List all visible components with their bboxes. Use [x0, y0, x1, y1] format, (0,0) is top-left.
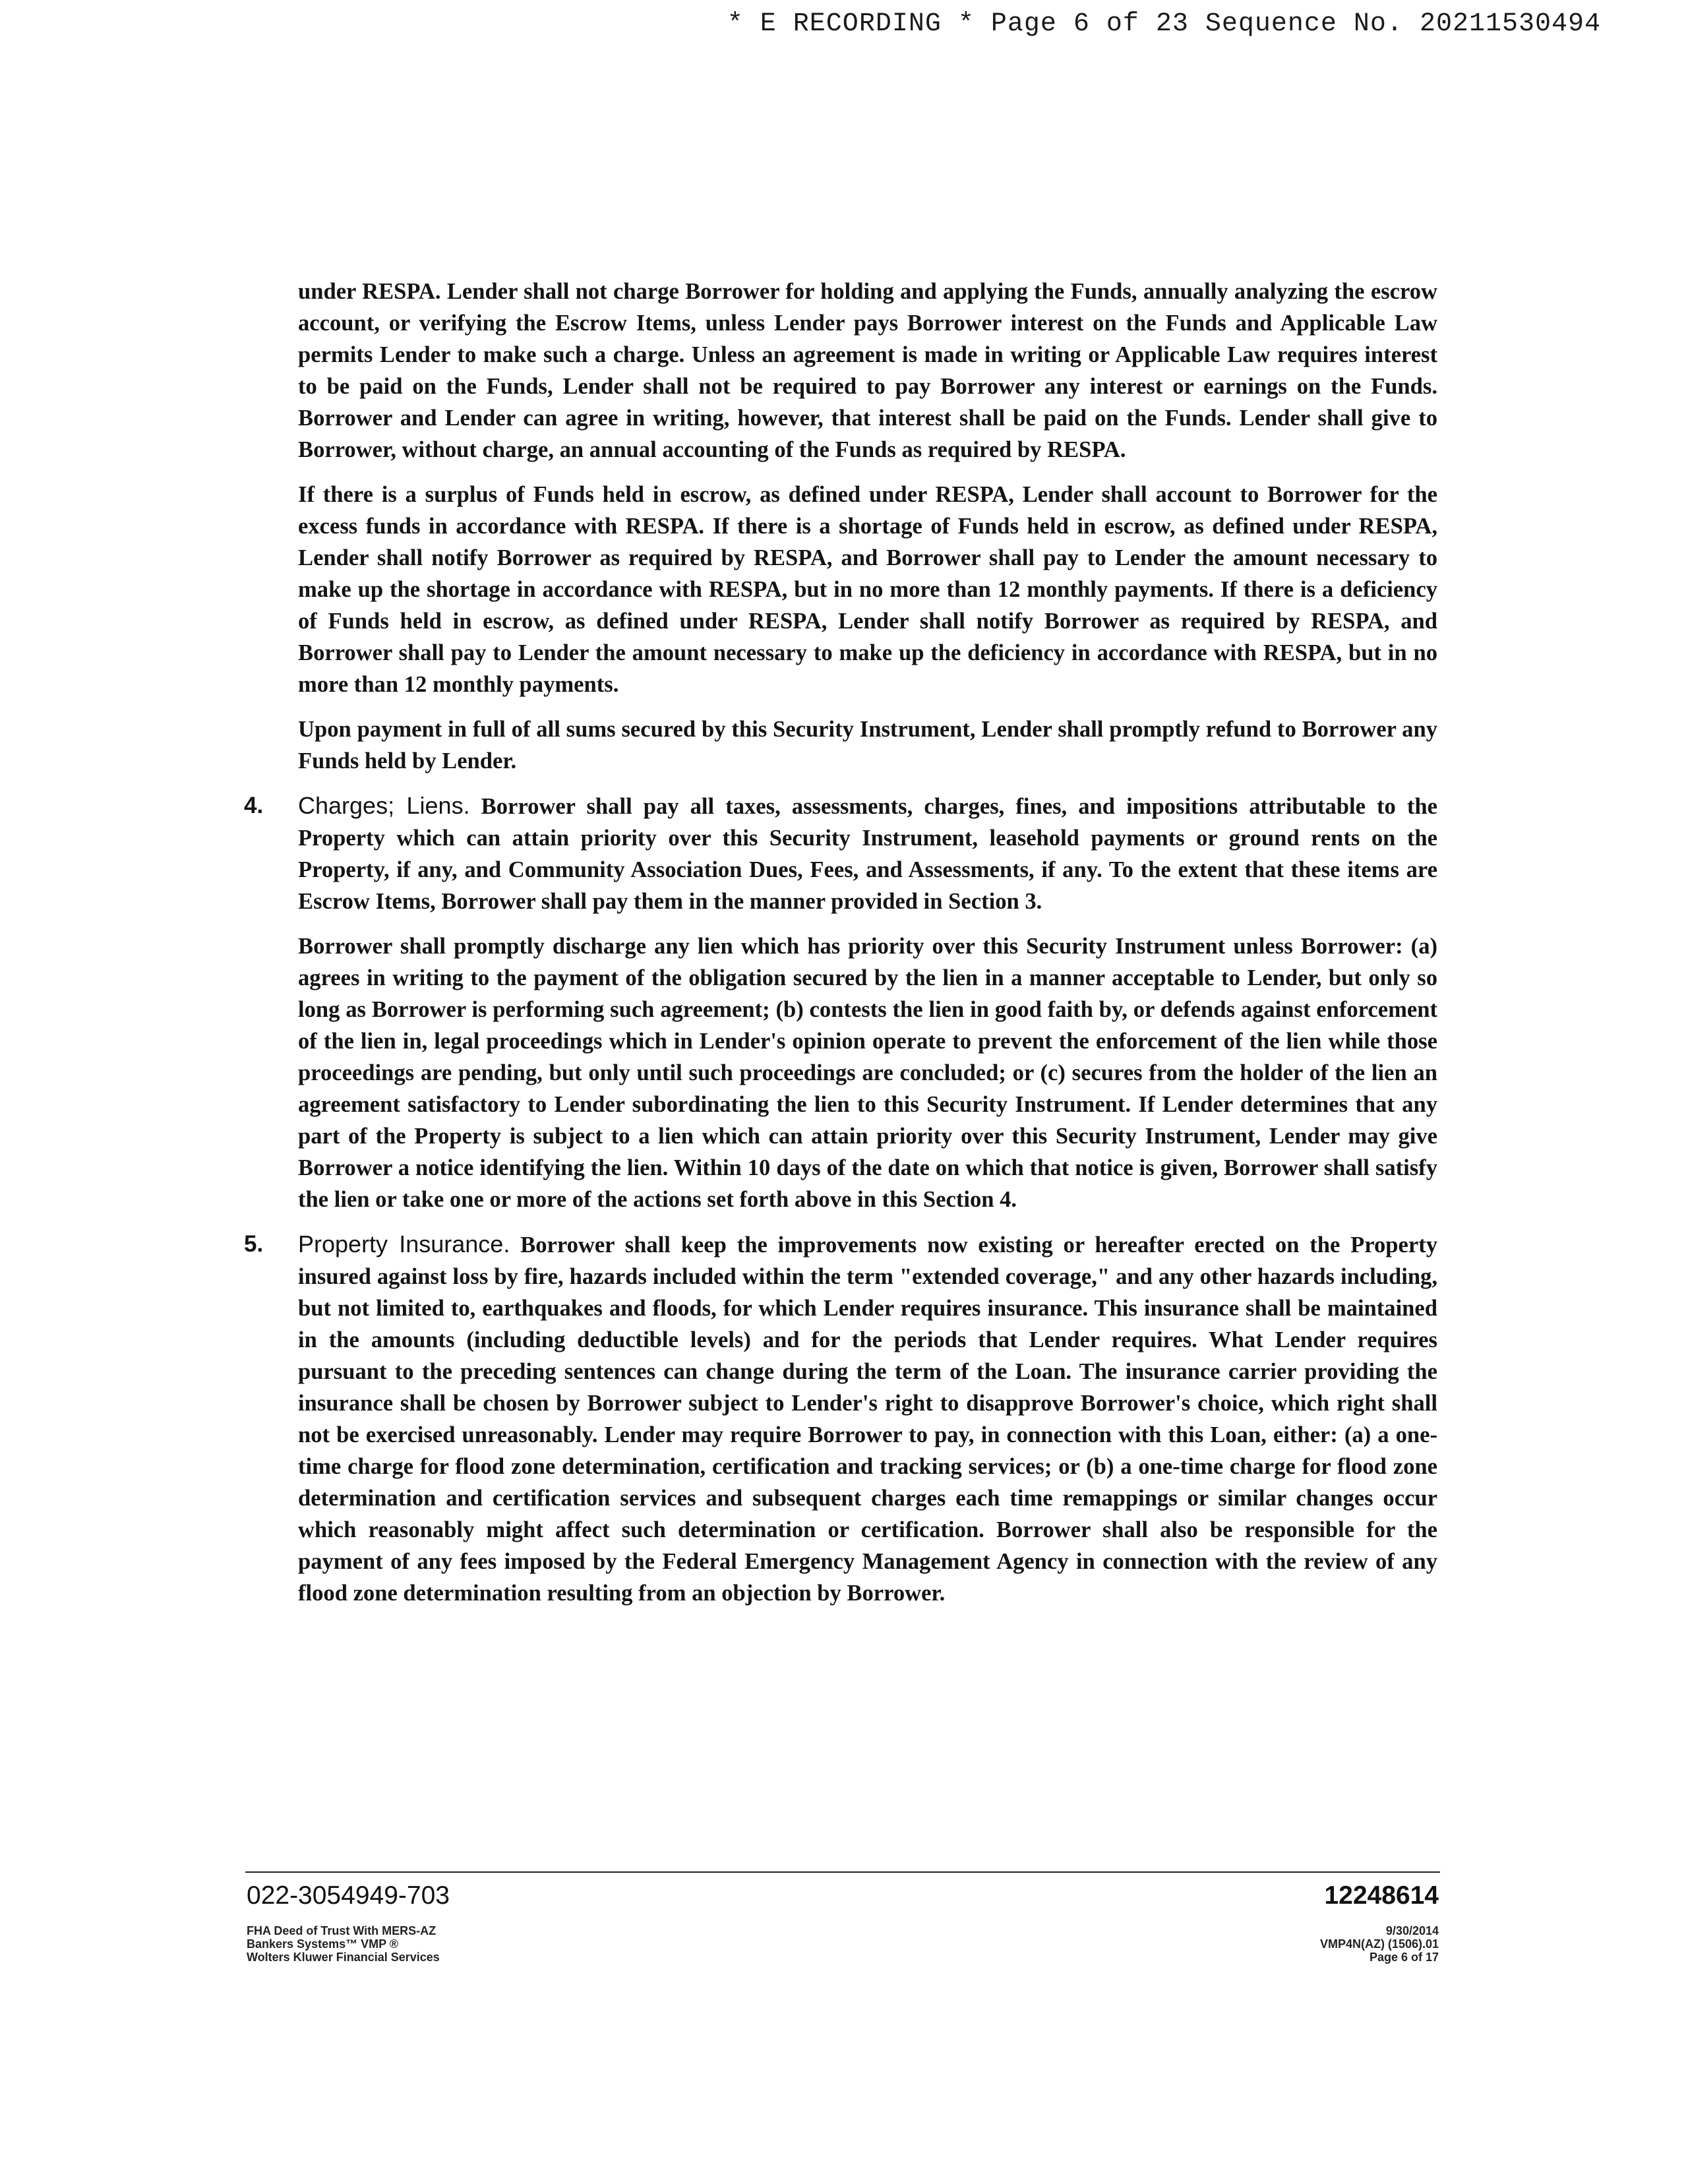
form-company: Wolters Kluwer Financial Services	[247, 1951, 440, 1964]
form-title: FHA Deed of Trust With MERS-AZ	[247, 1924, 437, 1937]
section-text: Borrower shall pay all taxes, assessments, charges, fines, and impositions attributable to the Property which can attain priority over this Security Instrument, leasehold payments or ground rents on the Property, if any, and Community Association Dues, Fees, and Assessments, if any. To the extent that these items are Escrow Items, Borrower shall pay them in the manner provided in Section 3.	[298, 794, 1437, 914]
section-number: 4.	[244, 793, 264, 818]
form-meta	[1320, 1924, 1439, 1964]
footer-divider	[245, 1871, 1440, 1873]
section-paragraph	[298, 790, 1437, 917]
form-date: 9/30/2014	[1385, 1924, 1439, 1937]
section-heading: Property Insurance.	[298, 1230, 510, 1258]
section-text: Borrower shall keep the improvements now existing or hereafter erected on the Property insured against loss by fire, hazards included within the term "extended coverage," and any other hazards including, but not limited to, earthquakes and floods, for which Lender requires insurance. This insurance shall be maintained in the amounts (including deductible levels) and for the periods that Lender requires. What Lender requires pursuant to the preceding sentences can change during the term of the Loan. The insurance carrier providing the insurance shall be chosen by Borrower subject to Lender's right to disapprove Borrower's choice, which right shall not be exercised unreasonably. Lender may require Borrower to pay, in connection with this Loan, either: (a) a one-time charge for flood zone determination, certification and tracking services; or (b) a one-time charge for flood zone determination and certification services and subsequent charges each time remappings or similar changes occur which reasonably might affect such determination or certification. Borrower shall also be responsible for the payment of any fees imposed by the Federal Emergency Management Agency in connection with the review of any flood zone determination resulting from an objection by Borrower.	[298, 1232, 1437, 1606]
continuation-paragraph: under RESPA. Lender shall not charge Borrower for holding and applying the Funds, annually analyzing the escrow account, or verifying the Escrow Items, unless Lender pays Borrower interest on the Funds and Applicable Law permits Lender to make such a charge. Unless an agreement is made in writing or Applicable Law requires interest to be paid on the Funds, Lender shall not be required to pay Borrower any interest or earnings on the Funds. Borrower and Lender can agree in writing, however, that interest shall be paid on the Funds. Lender shall give to Borrower, without charge, an annual accounting of the Funds as required by RESPA.	[298, 279, 1437, 462]
form-info	[247, 1924, 440, 1964]
continuation-paragraph: Upon payment in full of all sums secured by this Security Instrument, Lender shall promptly refund to Borrower any Funds held by Lender.	[298, 717, 1437, 774]
section-paragraph: Borrower shall promptly discharge any lien which has priority over this Security Instrument unless Borrower: (a) agrees in writing to the payment of the obligation secured by the lien in a manner acceptable to Lender, but only so long as Borrower is performing such agreement; (b) contests the lien in good faith by, or defends against enforcement of the lien in, legal proceedings which in Lender's opinion operate to prevent the enforcement of the lien while those proceedings are pending, but only until such proceedings are concluded; or (c) secures from the holder of the lien an agreement satisfactory to Lender subordinating the lien to this Security Instrument. If Lender determines that any part of the Property is subject to a lien which can attain priority over this Security Instrument, Lender may give Borrower a notice identifying the lien. Within 10 days of the date on which that notice is given, Borrower shall satisfy the lien or take one or more of the actions set forth above in this Section 4.	[298, 934, 1437, 1212]
section-paragraph	[298, 1228, 1437, 1609]
section-5	[244, 1228, 1437, 1609]
loan-number: 022-3054949-703	[247, 1881, 450, 1910]
form-code: VMP4N(AZ) (1506).01	[1319, 1937, 1439, 1951]
continuation-paragraph: If there is a surplus of Funds held in escrow, as defined under RESPA, Lender shall account to Borrower for the excess funds in accordance with RESPA. If there is a shortage of Funds held in escrow, as defined under RESPA, Lender shall notify Borrower as required by RESPA, and Borrower shall pay to Lender the amount necessary to make up the shortage in accordance with RESPA, but in no more than 12 monthly payments. If there is a deficiency of Funds held in escrow, as defined under RESPA, Lender shall notify Borrower as required by RESPA, and Borrower shall pay to Lender the amount necessary to make up the deficiency in accordance with RESPA, but in no more than 12 monthly payments.	[298, 482, 1437, 697]
section-heading: Charges; Liens.	[298, 792, 470, 819]
form-page: Page 6 of 17	[1369, 1951, 1439, 1964]
recording-header: * E RECORDING * Page 6 of 23 Sequence No. 20211530494	[727, 9, 1601, 39]
section-number: 5.	[244, 1231, 264, 1257]
document-body	[244, 276, 1437, 1622]
form-vendor: Bankers Systems™ VMP ®	[247, 1937, 399, 1951]
document-number: 12248614	[1324, 1881, 1439, 1910]
section-4	[244, 790, 1437, 1215]
